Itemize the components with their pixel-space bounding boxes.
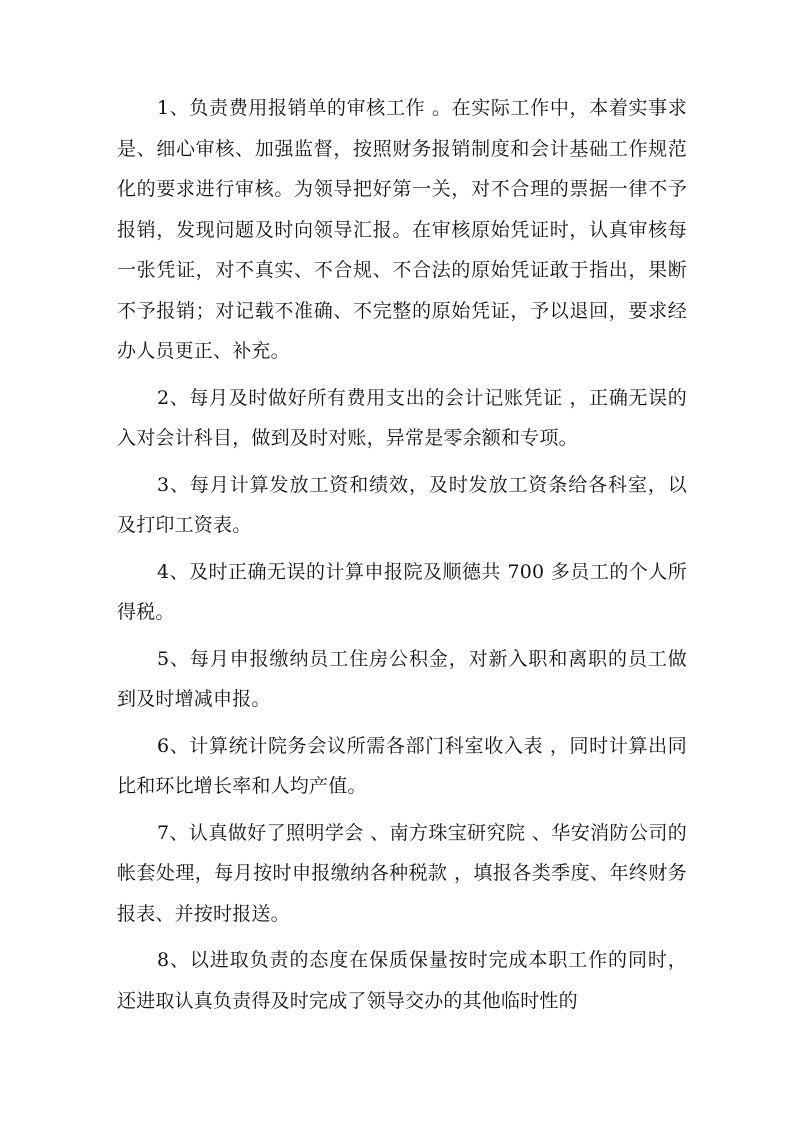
paragraph-4: 4、及时正确无误的计算申报院及顺德共 700 多员工的个人所得税。 xyxy=(117,560,687,623)
paragraph-2: 2、每月及时做好所有费用支出的会计记账凭证 ，正确无误的入对会计科目，做到及时对账，异常是零余额和专项。 xyxy=(117,386,687,449)
document-body xyxy=(117,88,687,1027)
paragraph-8: 8、以进取负责的态度在保质保量按时完成本职工作的同时，还进取认真负责得及时完成了领导交办的其他临时性的 xyxy=(117,949,687,1012)
paragraph-6: 6、计算统计院务会议所需各部门科室收入表 ，同时计算出同比和环比增长率和人均产值。 xyxy=(117,734,687,797)
paragraph-5: 5、每月申报缴纳员工住房公积金，对新入职和离职的员工做到及时增减申报。 xyxy=(117,647,687,710)
paragraph-7: 7、认真做好了照明学会 、南方珠宝研究院 、华安消防公司的帐套处理，每月按时申报缴纳各种税款 ，填报各类季度、年终财务报表、并按时报送。 xyxy=(117,821,687,925)
paragraph-3: 3、每月计算发放工资和绩效，及时发放工资条给各科室，以及打印工资表。 xyxy=(117,473,687,536)
paragraph-1: 1、负责费用报销单的审核工作 。在实际工作中，本着实事求是、细心审核、加强监督，按照财务报销制度和会计基础工作规范化的要求进行审核。为领导把好第一关，对不合理的票据一律不予报销，发现问题及时向领导汇报。在审核原始凭证时，认真审核每一张凭证，对不真实、不合规、不合法的原始凭证敢于指出，果断不予报销；对记载不准确、不完整的原始凭证，予以退回，要求经办人员更正、补充。 xyxy=(117,97,687,362)
